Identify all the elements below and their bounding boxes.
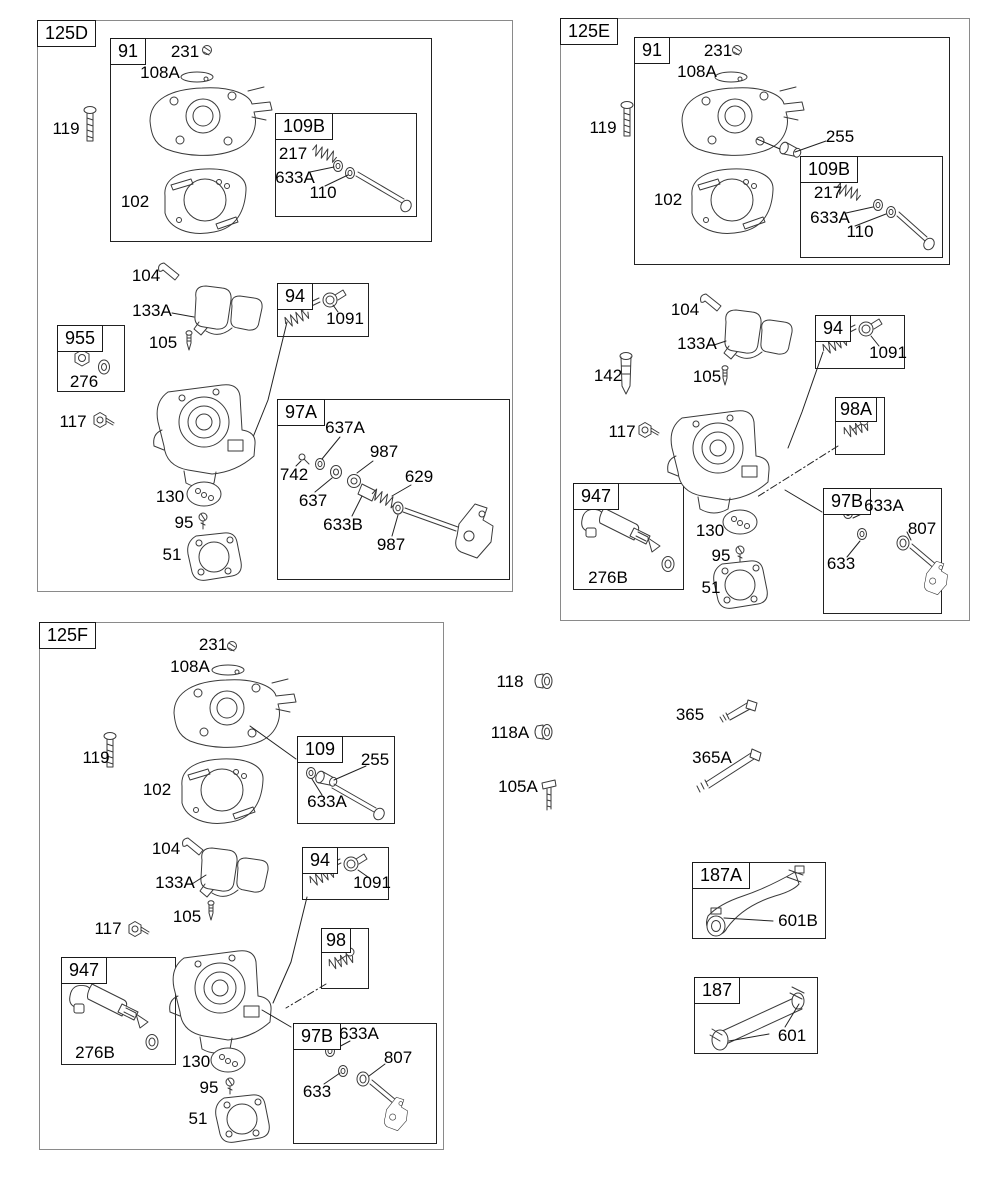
box-label-94-d: 94 (277, 283, 313, 310)
screw-95-f-illustration (226, 1078, 234, 1094)
part-label-105-f: 105 (172, 907, 202, 926)
part-label-130-e: 130 (695, 521, 725, 540)
part-label-633a2-e: 633A (864, 496, 904, 515)
part-label-108a-e: 108A (677, 62, 717, 81)
solenoid-947-f-illustration (70, 984, 158, 1050)
part-label-133a-e: 133A (677, 334, 717, 353)
gasket-51-d-illustration (188, 533, 242, 580)
screw-95-d-illustration (199, 513, 207, 529)
box-label-187a: 187A (692, 862, 750, 889)
part-label-130-f: 130 (181, 1052, 211, 1071)
part-label-217-e: 217 (813, 183, 843, 202)
part-label-1091-d: 1091 (326, 309, 364, 328)
plate-108a-e-illustration (715, 72, 747, 82)
part-label-637-d: 637 (298, 491, 328, 510)
screw-231-f-illustration (228, 642, 237, 652)
needle-105-f-illustration (208, 901, 214, 920)
part-label-231-f: 231 (198, 635, 228, 654)
part-label-987-d-2: 987 (376, 535, 406, 554)
part-label-118: 118 (496, 672, 524, 691)
box-label-94-f: 94 (302, 847, 338, 874)
screw-95-e-illustration (736, 546, 744, 562)
part-label-105a: 105A (498, 777, 538, 796)
part-label-142-e: 142 (593, 366, 623, 385)
plate-130-e-illustration (723, 510, 757, 534)
part-label-105-d: 105 (148, 333, 178, 352)
screw-119-e-illustration (621, 102, 633, 137)
section-label-125e: 125E (560, 18, 618, 45)
section-label-125f: 125F (39, 622, 96, 649)
carburetor-lower-e-illustration (668, 411, 769, 513)
box-label-97b-e: 97B (823, 488, 871, 515)
gasket-51-e-illustration (714, 561, 768, 608)
box-label-91-e: 91 (634, 37, 670, 64)
carburetor-upper-f-illustration (174, 679, 296, 747)
part-label-51-f: 51 (188, 1109, 208, 1128)
part-label-133a-f: 133A (155, 873, 195, 892)
carburetor-lower-f-illustration (170, 951, 271, 1053)
leader-133a-d (172, 313, 194, 317)
part-label-118a: 118A (490, 723, 530, 742)
part-label-110-d: 110 (309, 183, 337, 202)
plug-117-e-illustration (639, 423, 659, 438)
part-label-104-e: 104 (670, 300, 700, 319)
box-label-91-d: 91 (110, 38, 146, 65)
idle-screw-98a-e-illustration (757, 417, 870, 497)
float-pin-104-f-illustration (183, 838, 203, 855)
part-label-1091-e: 1091 (869, 343, 907, 362)
part-label-742-d: 742 (279, 465, 309, 484)
nut-washer-955-d-illustration (75, 350, 110, 374)
part-label-276b-f: 276B (75, 1043, 115, 1062)
cap-118-illustration (535, 674, 552, 689)
part-label-95-e: 95 (711, 546, 731, 565)
part-label-102-d: 102 (120, 192, 150, 211)
plate-108a-d-illustration (181, 72, 213, 82)
screw-231-e-illustration (733, 46, 742, 56)
part-label-807-f: 807 (383, 1048, 413, 1067)
float-133a-d-illustration (194, 286, 262, 335)
part-label-255-e: 255 (825, 127, 855, 146)
carburetor-upper-d-illustration (150, 87, 272, 155)
part-label-633-f: 633 (302, 1082, 332, 1101)
part-label-365a: 365A (692, 748, 732, 767)
part-label-117-f: 117 (94, 919, 122, 938)
screw-105a-illustration (542, 780, 556, 810)
part-label-255-f: 255 (360, 750, 390, 769)
cap-118a-illustration (535, 725, 552, 740)
box-label-109b-d: 109B (275, 113, 333, 140)
part-label-601: 601 (777, 1026, 807, 1045)
part-label-51-e: 51 (701, 578, 721, 597)
part-label-102-f: 102 (142, 780, 172, 799)
part-label-601b: 601B (778, 911, 818, 930)
plug-117-d-illustration (94, 413, 114, 428)
plate-130-d-illustration (187, 482, 221, 506)
part-label-807-e: 807 (907, 519, 937, 538)
part-label-133a-d: 133A (132, 301, 172, 320)
needle-105-d-illustration (186, 331, 192, 350)
float-133a-e-illustration (724, 310, 792, 359)
float-133a-f-illustration (200, 848, 268, 897)
part-label-119-f: 119 (82, 748, 110, 767)
part-label-633a-e: 633A (810, 208, 850, 227)
part-label-1091-f: 1091 (353, 873, 391, 892)
part-label-365: 365 (675, 705, 705, 724)
part-label-633b-d: 633B (323, 515, 363, 534)
screw-119-d-illustration (84, 107, 96, 142)
part-label-217-d: 217 (278, 144, 308, 163)
screw-231-d-illustration (203, 46, 212, 56)
part-label-130-d: 130 (155, 487, 185, 506)
box-label-98a-e: 98A (835, 397, 877, 422)
needle-105-e-illustration (722, 366, 728, 385)
plug-117-f-illustration (129, 922, 149, 937)
part-label-95-f: 95 (199, 1078, 219, 1097)
bolt-365-illustration (720, 700, 757, 722)
part-label-276b-e: 276B (588, 568, 628, 587)
part-label-102-e: 102 (653, 190, 683, 209)
part-label-108a-d: 108A (140, 63, 180, 82)
box-label-955-d: 955 (57, 325, 103, 352)
part-label-633a-d: 633A (275, 168, 315, 187)
box-label-947-f: 947 (61, 957, 107, 984)
box-label-97a-d: 97A (277, 399, 325, 426)
part-label-104-d: 104 (131, 266, 161, 285)
part-label-119-e: 119 (589, 118, 617, 137)
idle-screw-98-f-illustration (286, 948, 355, 1008)
part-label-108a-f: 108A (170, 657, 210, 676)
gasket-102-d-illustration (165, 169, 246, 233)
part-label-51-d: 51 (162, 545, 182, 564)
box-label-98-f: 98 (321, 928, 351, 953)
part-label-633a-f: 633A (307, 792, 347, 811)
section-label-125d: 125D (37, 20, 96, 47)
plate-108a-f-illustration (212, 665, 244, 675)
part-label-119-d: 119 (52, 119, 80, 138)
box-label-97b-f: 97B (293, 1023, 341, 1050)
part-label-117-e: 117 (608, 422, 636, 441)
box-label-109-f: 109 (297, 736, 343, 763)
box-label-947-e: 947 (573, 483, 619, 510)
part-label-110-e: 110 (846, 222, 874, 241)
carburetor-lower-d-illustration (154, 385, 255, 487)
part-label-629-d: 629 (404, 467, 434, 486)
part-label-633-e: 633 (826, 554, 856, 573)
gasket-102-f-illustration (182, 759, 263, 823)
float-pin-104-e-illustration (701, 294, 721, 311)
gasket-102-e-illustration (692, 169, 773, 233)
part-label-231-e: 231 (703, 41, 733, 60)
part-label-105-e: 105 (692, 367, 722, 386)
part-label-987-d-1: 987 (369, 442, 399, 461)
solenoid-947-e-illustration (582, 508, 674, 572)
box-label-94-e: 94 (815, 315, 851, 342)
part-label-276-d: 276 (69, 372, 99, 391)
part-label-633a2-f: 633A (339, 1024, 379, 1043)
box-label-187: 187 (694, 977, 740, 1004)
box-label-109b-e: 109B (800, 156, 858, 183)
part-label-117-d: 117 (59, 412, 87, 431)
choke-shaft-109b-d-illustration (310, 144, 413, 214)
part-label-104-f: 104 (151, 839, 181, 858)
plate-130-f-illustration (211, 1048, 245, 1072)
float-pin-104-d-illustration (159, 263, 179, 280)
gasket-51-f-illustration (216, 1095, 270, 1142)
part-label-637a-d: 637A (325, 418, 365, 437)
part-label-95-d: 95 (174, 513, 194, 532)
part-label-231-d: 231 (170, 42, 200, 61)
